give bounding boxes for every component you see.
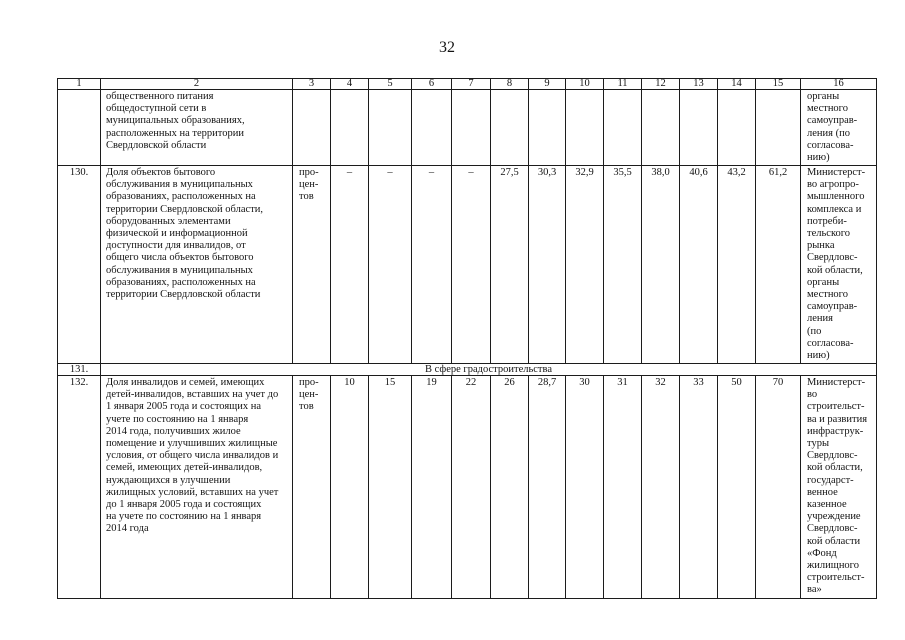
cell-value: 30 bbox=[566, 376, 604, 599]
cell-responsible: органы местного самоуправ- ления (по согласова- нию) bbox=[801, 90, 877, 166]
cell-value: 61,2 bbox=[756, 166, 801, 364]
column-number: 16 bbox=[801, 79, 877, 90]
indicators-table bbox=[57, 78, 877, 599]
cell-unit bbox=[293, 90, 331, 166]
cell-value bbox=[680, 90, 718, 166]
cell-value: 22 bbox=[452, 376, 491, 599]
column-number: 12 bbox=[642, 79, 680, 90]
cell-value: 31 bbox=[604, 376, 642, 599]
cell-value: – bbox=[369, 166, 412, 364]
column-number: 10 bbox=[566, 79, 604, 90]
column-number: 2 bbox=[101, 79, 293, 90]
cell-value: – bbox=[452, 166, 491, 364]
cell-value: 70 bbox=[756, 376, 801, 599]
cell-value bbox=[756, 90, 801, 166]
cell-value: 10 bbox=[331, 376, 369, 599]
cell-row-number: 131. bbox=[58, 364, 101, 376]
column-number: 6 bbox=[412, 79, 452, 90]
cell-value: 26 bbox=[491, 376, 529, 599]
table-row-continuation bbox=[58, 90, 877, 166]
cell-value: 28,7 bbox=[529, 376, 566, 599]
cell-row-number: 132. bbox=[58, 376, 101, 599]
column-number: 4 bbox=[331, 79, 369, 90]
cell-indicator: Доля инвалидов и семей, имеющих детей-инвалидов, вставших на учет до 1 января 2005 года и состоящих на учете по состоянию на 1 января 2014 года, получивших жилое помещение и улучшивших жилищные условия, от общего числа инвалидов и семей, имеющих детей-инвалидов, нуждающихся в улучшении жилищных условий, вставших на учет до 1 января 2005 года и состоящих на учете по состоянию на 1 января 2014 года bbox=[101, 376, 293, 599]
cell-value bbox=[491, 90, 529, 166]
cell-value bbox=[369, 90, 412, 166]
column-number: 1 bbox=[58, 79, 101, 90]
cell-value: 33 bbox=[680, 376, 718, 599]
column-number: 13 bbox=[680, 79, 718, 90]
cell-value: 40,6 bbox=[680, 166, 718, 364]
cell-value: 32 bbox=[642, 376, 680, 599]
cell-value bbox=[718, 90, 756, 166]
column-number: 7 bbox=[452, 79, 491, 90]
column-number: 14 bbox=[718, 79, 756, 90]
cell-value bbox=[529, 90, 566, 166]
column-number: 15 bbox=[756, 79, 801, 90]
cell-value: 38,0 bbox=[642, 166, 680, 364]
cell-value bbox=[566, 90, 604, 166]
cell-value: – bbox=[412, 166, 452, 364]
page-number: 32 bbox=[439, 39, 455, 56]
column-number: 3 bbox=[293, 79, 331, 90]
cell-value: 19 bbox=[412, 376, 452, 599]
cell-value bbox=[452, 90, 491, 166]
cell-row-number bbox=[58, 90, 101, 166]
section-heading: В сфере градостроительства bbox=[101, 364, 877, 376]
table-row-131 bbox=[58, 364, 877, 376]
column-number: 5 bbox=[369, 79, 412, 90]
column-number: 11 bbox=[604, 79, 642, 90]
cell-value: 35,5 bbox=[604, 166, 642, 364]
cell-unit: про- цен- тов bbox=[293, 376, 331, 599]
cell-responsible: Министерст- во агропро- мышленного комплекса и потреби- тельского рынка Свердловс- кой области, органы местного самоуправ- ления (по согласова- нию) bbox=[801, 166, 877, 364]
cell-value bbox=[331, 90, 369, 166]
cell-unit: про- цен- тов bbox=[293, 166, 331, 364]
cell-indicator: Доля объектов бытового обслуживания в муниципальных образованиях, расположенных на территории Свердловской области, оборудованных элементами физической и информационной доступности для инвалидов, от общего числа объектов бытового обслуживания в муниципальных образованиях, расположенных на территории Свердловской области bbox=[101, 166, 293, 364]
cell-row-number: 130. bbox=[58, 166, 101, 364]
column-number: 9 bbox=[529, 79, 566, 90]
cell-value bbox=[642, 90, 680, 166]
cell-responsible: Министерст- во строительст- ва и развития инфраструк- туры Свердловс- кой области, государст- венное казенное учреждение Свердловс- кой области «Фонд жилищного строительст- ва» bbox=[801, 376, 877, 599]
cell-value: – bbox=[331, 166, 369, 364]
table-row-132 bbox=[58, 376, 877, 599]
column-number-row bbox=[58, 79, 877, 90]
cell-value: 43,2 bbox=[718, 166, 756, 364]
cell-value bbox=[604, 90, 642, 166]
table-row-130 bbox=[58, 166, 877, 364]
column-number: 8 bbox=[491, 79, 529, 90]
cell-value: 27,5 bbox=[491, 166, 529, 364]
cell-value: 50 bbox=[718, 376, 756, 599]
cell-value: 32,9 bbox=[566, 166, 604, 364]
cell-value bbox=[412, 90, 452, 166]
cell-value: 15 bbox=[369, 376, 412, 599]
cell-indicator: общественного питания общедоступной сети в муниципальных образованиях, расположенных на территории Свердловской области bbox=[101, 90, 293, 166]
cell-value: 30,3 bbox=[529, 166, 566, 364]
